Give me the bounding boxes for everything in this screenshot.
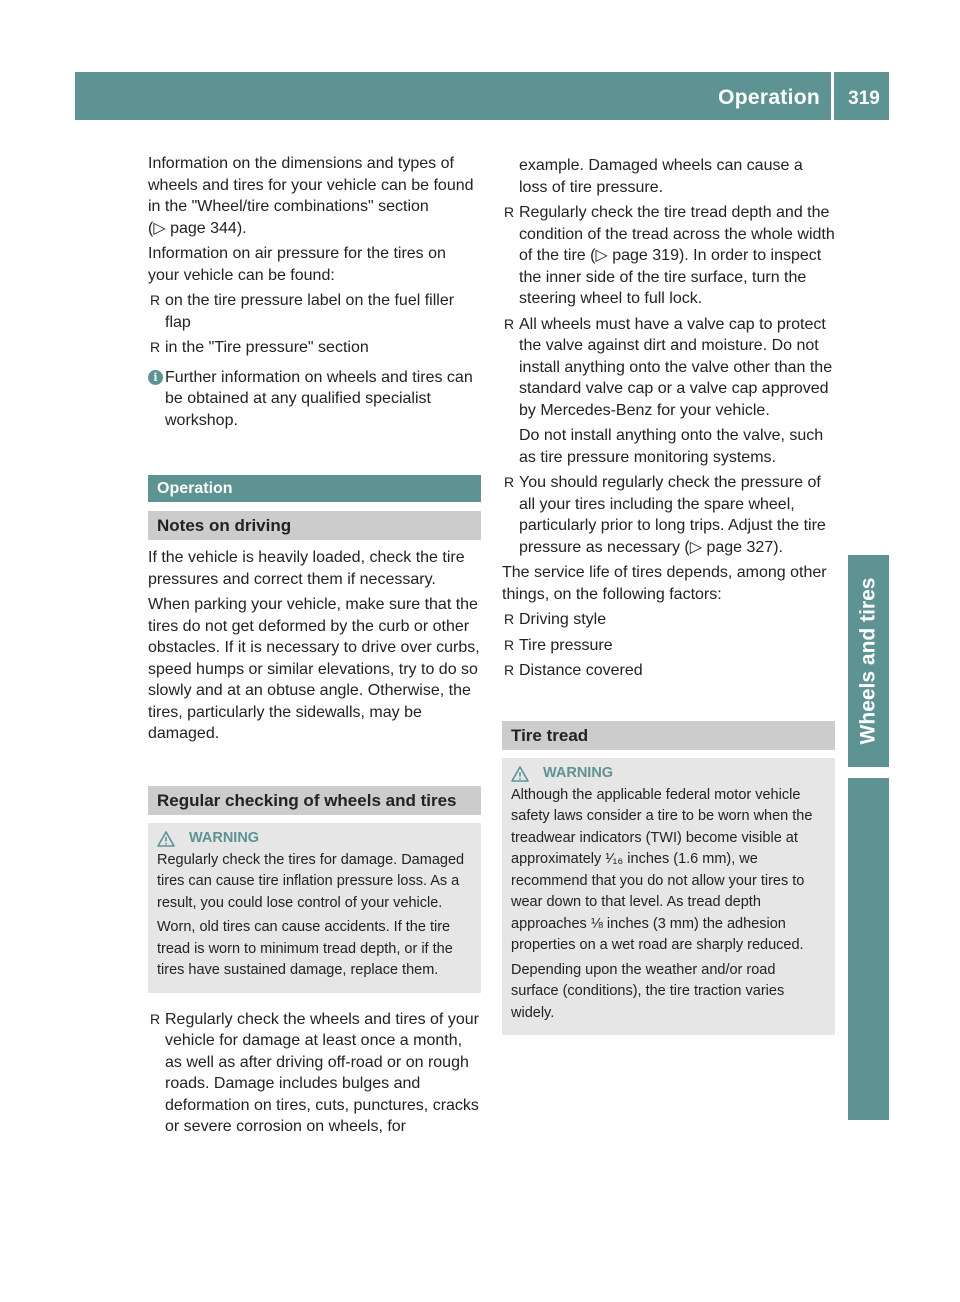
list-item-text: Tire pressure (519, 636, 613, 654)
valve-note: Do not install anything onto the valve, such as tire pressure monitoring systems. (519, 427, 824, 466)
bullet-mark: R (150, 339, 161, 355)
service-life-paragraph: The service life of tires depends, among other things, on the following factors: (502, 564, 827, 603)
warning-box (502, 758, 835, 1036)
side-tab-block (848, 778, 889, 1120)
bullet-mark: R (504, 204, 515, 220)
list-item-text: in the "Tire pressure" section (165, 339, 369, 356)
warning-paragraph-2: Worn, old tires can cause accidents. If the tire tread is worn to minimum tread depth, or if the tires have sustained damage, replace them. (157, 919, 453, 978)
intro-paragraph-1 (148, 153, 481, 239)
list-item-text: on the tire pressure label on the fuel filler flap (165, 292, 455, 331)
subheading-regular-checking: Regular checking of wheels and tires (148, 786, 481, 815)
list-item-text: Distance covered (519, 662, 643, 679)
info-note (148, 367, 481, 432)
list-item (502, 472, 835, 558)
list-item (502, 660, 835, 682)
bullet-mark: R (504, 474, 515, 490)
warning-box (148, 823, 481, 993)
list-item-text: Regularly check the tire tread depth and the condition of the tread across the whole width of the tire (▷ page 319). In order to inspect the inner side of the tire surface, turn the steering wheel to full lock. (519, 204, 835, 307)
list-item (502, 314, 835, 422)
info-icon: i (148, 370, 163, 385)
continued-text: example. Damaged wheels can cause a loss of tire pressure. (519, 157, 803, 196)
bullet-mark: R (504, 636, 515, 653)
intro-text-1: Information on the dimensions and types of wheels and tires for your vehicle can be found in the "Wheel/tire combinations" section (148, 155, 474, 215)
warning-paragraph-1: Regularly check the tires for damage. Damaged tires can cause tire inflation pressure loss. As a result, you could lose control of your vehicle. (157, 851, 465, 911)
warning-paragraph-2: Depending upon the weather and/or road surface (conditions), the tire traction varies widely. (511, 961, 785, 1021)
list-item-text: Regularly check the wheels and tires of your vehicle for damage at least once a month, as well as after driving off-road or on rough roads. Damage includes bulges and deformation on tires, cuts, punctures, cracks or severe corrosion on wheels, for (165, 1010, 479, 1135)
warning-title (511, 763, 826, 785)
intro-paragraph-2: Information on air pressure for the tires on your vehicle can be found: (148, 245, 446, 284)
header-divider (831, 72, 834, 120)
list-item-text: Driving style (519, 611, 607, 628)
driving-paragraph-1: If the vehicle is heavily loaded, check the tire pressures and correct them if necessary. (148, 549, 465, 588)
side-tab-label-wrap (848, 555, 889, 767)
list-item (502, 202, 835, 310)
warning-label: WARNING (189, 829, 260, 846)
bullet-mark: R (504, 315, 515, 332)
list-item (148, 1009, 481, 1138)
warning-label: WARNING (543, 764, 614, 781)
subheading-tire-tread: Tire tread (502, 721, 835, 750)
side-tab-label: Wheels and tires (856, 577, 880, 745)
warning-title (157, 828, 472, 850)
warning-triangle-icon (157, 831, 175, 847)
bullet-mark: R (504, 611, 515, 627)
list-item-text: You should regularly check the pressure of all your tires including the spare wheel, particularly prior to long trips. Adjust the tire pressure as necessary (▷ page 327). (519, 474, 826, 556)
warning-paragraph-1: Although the applicable federal motor vehicle safety laws consider a tire to be worn when the treadwear indicators (TWI) become visible at approximately ¹⁄₁₆ inches (1.6 mm), we recommend that you do not allow your tires to wear down to that level. As tread depth approaches ⅛ inches (3 mm) the adhesion properties on a wet road are sharply reduced. (511, 786, 813, 953)
info-note-text: Further information on wheels and tires can be obtained at any qualified specialist workshop. (165, 368, 473, 429)
list-item (502, 609, 835, 631)
list-item (148, 290, 481, 333)
left-column (148, 153, 481, 1142)
page-reference[interactable]: (▷ page 344). (148, 219, 247, 237)
driving-paragraph-2: When parking your vehicle, make sure that the tires do not get deformed by the curb or other obstacles. If it is necessary to drive over curbs, speed humps or similar elevations, try to do so slowly and at an obtuse angle. Otherwise, the tires, particularly the sidewalls, may be damaged. (148, 596, 480, 742)
bullet-mark: R (150, 1010, 161, 1027)
list-item (148, 337, 481, 359)
right-column (502, 155, 835, 1035)
warning-triangle-icon (511, 766, 529, 782)
section-heading-operation: Operation (148, 475, 481, 502)
page-number: 319 (848, 88, 880, 109)
page-title: Operation (718, 86, 820, 109)
list-item-text: All wheels must have a valve cap to protect the valve against dirt and moisture. Do not install anything onto the valve other than the standard valve cap or a valve cap approved by Mercedes-Benz for your vehicle. (519, 315, 833, 419)
list-item (502, 635, 835, 657)
subheading-notes-on-driving: Notes on driving (148, 511, 481, 540)
bullet-mark: R (150, 292, 161, 308)
bullet-mark: R (504, 662, 515, 678)
